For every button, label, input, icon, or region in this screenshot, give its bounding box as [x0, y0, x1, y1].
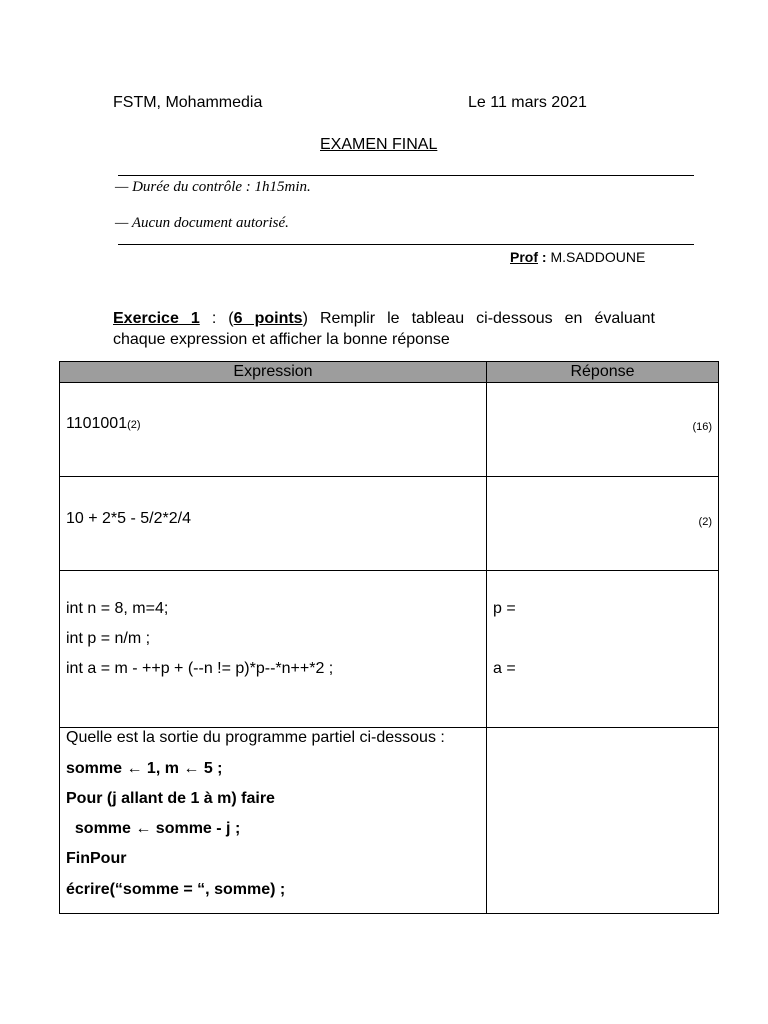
binary-expression — [66, 415, 141, 433]
exercise-line-2: chaque expression et afficher la bonne réponse — [113, 331, 450, 348]
exercise-points: 6 points — [233, 310, 303, 327]
code-line: FinPour — [66, 850, 127, 867]
documents-note: — Aucun document autorisé. — [115, 215, 289, 231]
expression-base: (2) — [127, 419, 141, 431]
top-rule — [118, 175, 694, 176]
header-reponse: Réponse — [487, 362, 719, 383]
header-expression: Expression — [60, 362, 487, 383]
bottom-rule — [118, 244, 694, 245]
code-line: int p = n/m ; — [66, 630, 151, 647]
answer-p-label: p = — [493, 600, 516, 617]
institution: FSTM, Mohammedia — [113, 94, 263, 111]
exercise-line-1 — [113, 310, 655, 328]
expression-cell — [60, 728, 487, 914]
prof-name: M.SADDOUNE — [550, 249, 646, 265]
exam-title: EXAMEN FINAL — [320, 136, 438, 153]
code-line: int n = 8, m=4; — [66, 600, 169, 617]
answer-table — [59, 361, 719, 914]
expression-cell — [60, 383, 487, 477]
answer-cell[interactable] — [487, 383, 719, 477]
table-row — [60, 383, 719, 477]
code-line: Pour (j allant de 1 à m) faire — [66, 790, 275, 807]
expression-cell — [60, 571, 487, 728]
exercise-label: Exercice 1 — [113, 310, 200, 327]
duration-note: — Durée du contrôle : 1h15min. — [115, 179, 311, 195]
answer-base: (2) — [698, 516, 712, 528]
table-header-row — [60, 362, 719, 383]
code-line: somme ← 1, m ← 5 ; — [66, 760, 223, 777]
prof-line — [510, 249, 645, 265]
answer-a-label: a = — [493, 660, 516, 677]
prof-label: Prof — [510, 249, 538, 265]
table-row — [60, 477, 719, 571]
answer-base: (16) — [692, 421, 712, 433]
exam-date: Le 11 mars 2021 — [468, 94, 587, 111]
exercise-separator: : ( — [199, 310, 234, 327]
answer-cell[interactable] — [487, 728, 719, 914]
question-text: Quelle est la sortie du programme partiel ci-dessous : — [66, 729, 445, 746]
arithmetic-expression: 10 + 2*5 - 5/2*2/4 — [66, 510, 191, 527]
code-line: écrire(“somme = “, somme) ; — [66, 881, 286, 898]
code-line: int a = m - ++p + (--n != p)*p--*n++*2 ; — [66, 660, 334, 677]
answer-cell[interactable] — [487, 477, 719, 571]
prof-separator: : — [538, 249, 551, 265]
table-row — [60, 728, 719, 914]
code-line: somme ← somme - j ; — [66, 820, 241, 837]
table-row — [60, 571, 719, 728]
expression-text: 1101001 — [66, 415, 128, 432]
answer-cell[interactable] — [487, 571, 719, 728]
exercise-instruction-1: ) Remplir le tableau ci-dessous en évaluant — [302, 310, 655, 327]
expression-cell — [60, 477, 487, 571]
